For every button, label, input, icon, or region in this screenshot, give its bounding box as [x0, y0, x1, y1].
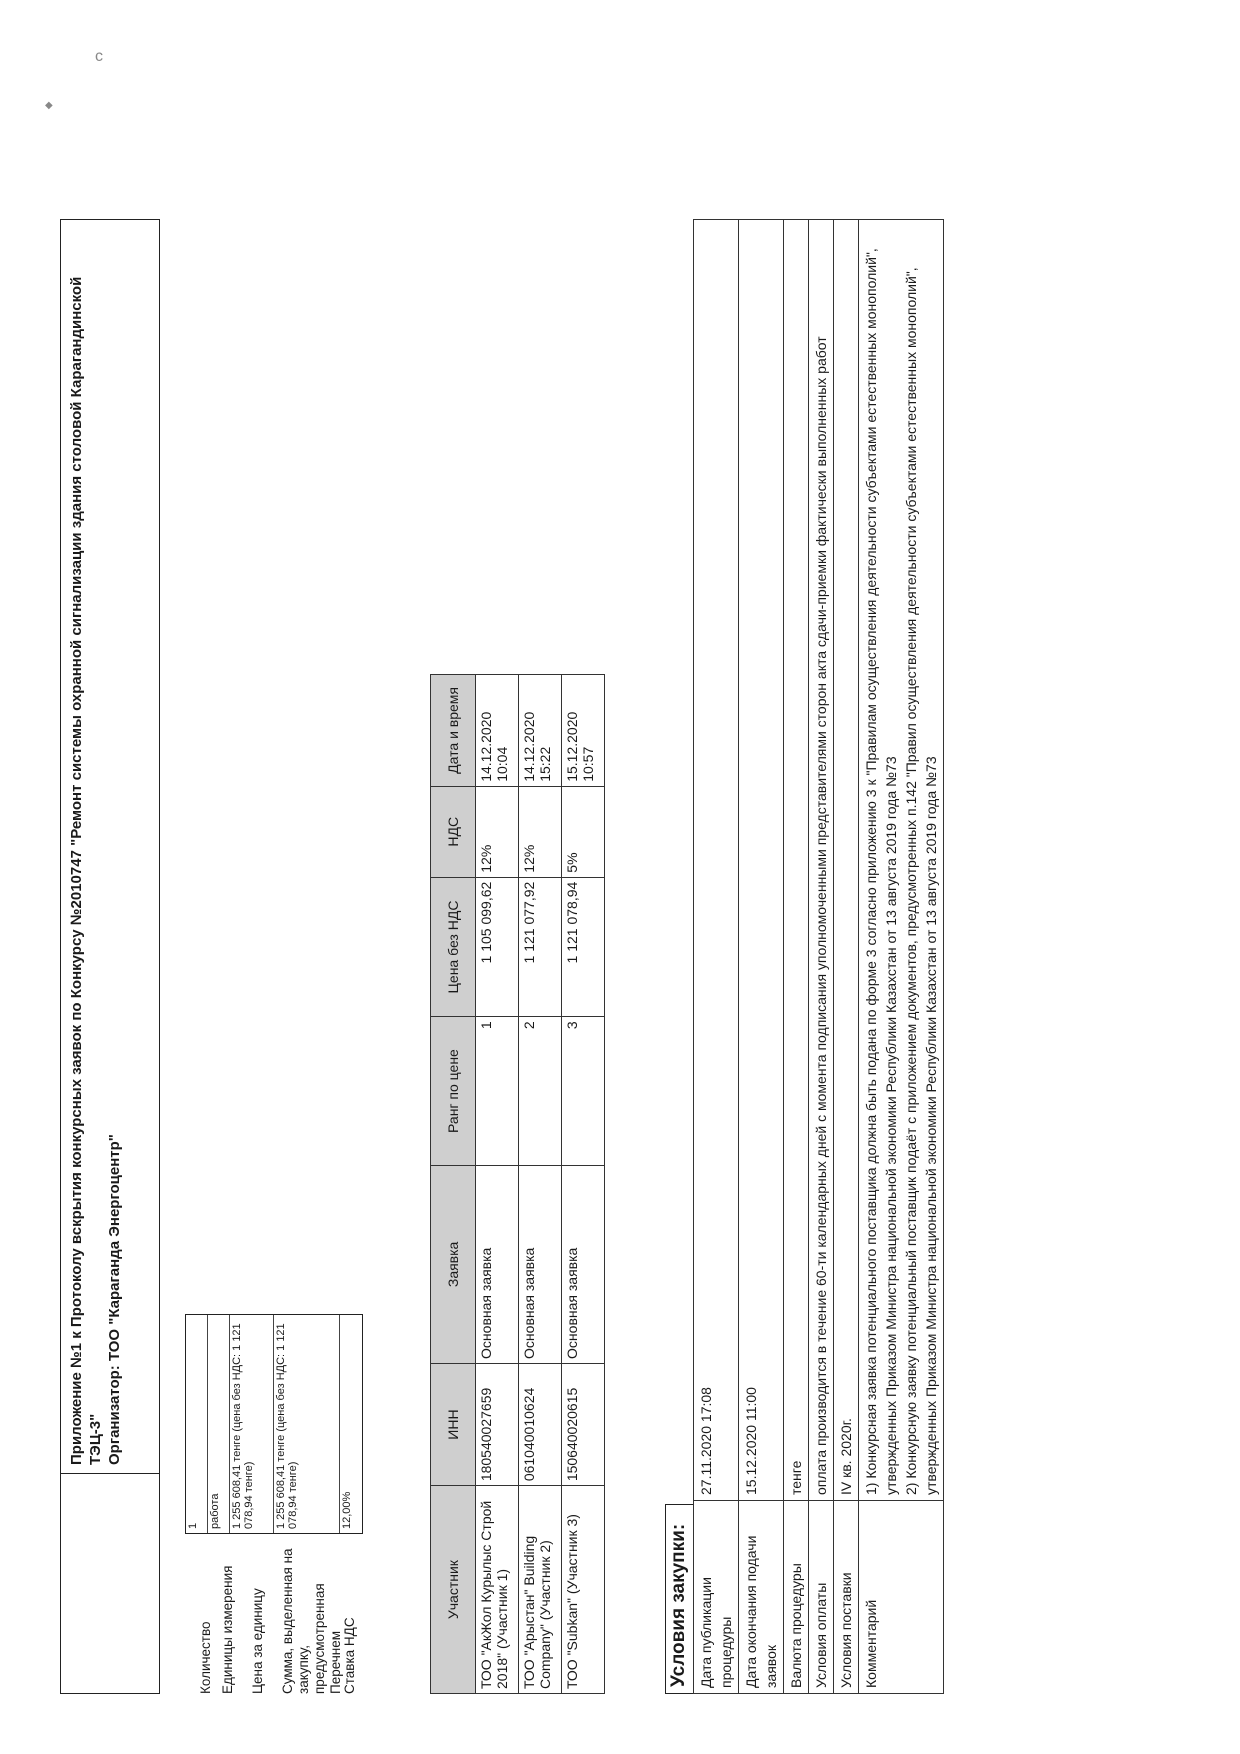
cell-vat: 12% — [519, 786, 562, 877]
bids-table — [430, 674, 605, 1694]
header-title: Приложение №1 к Протоколу вскрытия конкурсных заявок по Конкурсу №2010747 "Ремонт системы охранной сигнализации здания столовой Карагандинской ТЭЦ-3" — [68, 276, 104, 1465]
scan-mark: c — [95, 48, 103, 65]
label-vat-rate: Ставка НДС — [342, 1617, 357, 1694]
label-unit: Единицы измерения — [220, 1565, 235, 1694]
cond-value: IV кв. 2020г. — [834, 220, 859, 1501]
cell-participant: ТОО "Арыстан" Building Company" (Участник 2) — [519, 1486, 562, 1694]
cell-price: 1 105 099,62 — [476, 877, 519, 1017]
cond-value: тенге — [784, 220, 809, 1501]
cell-bid: Основная заявка — [519, 1165, 562, 1363]
bids-header-row — [431, 675, 476, 1694]
cell-date: 14.12.2020 10:04 — [476, 675, 519, 787]
col-rank: Ранг по цене — [431, 1017, 476, 1166]
cell-rank: 2 — [519, 1017, 562, 1166]
table-row — [476, 675, 519, 1694]
conditions-table — [693, 219, 944, 1694]
cell-price: 1 121 077,92 — [519, 877, 562, 1017]
table-row — [694, 220, 739, 1694]
label-quantity: Количество — [198, 1621, 213, 1694]
label-amount: Сумма, выделенная на закупку, предусмотренная Перечнем — [280, 1548, 343, 1694]
value-amount: 1 255 608,41 тенге (цена без НДС: 1 121 078,94 тенге) — [274, 1315, 340, 1533]
cell-participant: ТОО "АкЖол Курылыс Строй 2018" (Участник 1) — [476, 1486, 519, 1694]
cell-date: 14.12.2020 15:22 — [519, 675, 562, 787]
cell-rank: 3 — [562, 1017, 605, 1166]
cell-bid: Основная заявка — [476, 1165, 519, 1363]
header-organizer: Организатор: ТОО "Караганда Энергоцентр" — [106, 1134, 123, 1465]
value-vat-rate: 12,00% — [341, 1491, 353, 1529]
col-date: Дата и время — [431, 675, 476, 787]
label-unit-price: Цена за единицу — [250, 1588, 265, 1694]
cell-price: 1 121 078,94 — [562, 877, 605, 1017]
scan-dot: ◆ — [45, 100, 53, 111]
cell-participant: ТОО "Subkan" (Участник 3) — [562, 1486, 605, 1694]
cond-value: 27.11.2020 17:08 — [694, 220, 739, 1501]
cell-inn: 180540027659 — [476, 1363, 519, 1485]
value-quantity: 1 — [186, 1315, 208, 1533]
cond-key: Условия оплаты — [809, 1501, 834, 1694]
cond-key: Условия поставки — [834, 1501, 859, 1694]
cond-key: Дата окончания подачи заявок — [739, 1501, 784, 1694]
cell-rank: 1 — [476, 1017, 519, 1166]
cell-date: 15.12.2020 10:57 — [562, 675, 605, 787]
table-row — [809, 220, 834, 1694]
rotated-page — [60, 219, 1060, 1694]
comment-1: 1) Конкурсная заявка потенциального поставщика должна быть подана по форме 3 согласно приложению 3 к "Правилам осуществления деятельности субъектами естественных монополий", утвержденных Приказом Министра национальной экономики Республики Казахстан от 13 августа 2019 года №73 — [863, 248, 899, 1495]
value-unit-price: 1 255 608,41 тенге (цена без НДС: 1 121 078,94 тенге) — [230, 1315, 274, 1533]
conditions-title: Условия закупки: — [665, 1504, 693, 1694]
col-participant: Участник — [431, 1486, 476, 1694]
cond-value — [859, 220, 944, 1501]
col-inn: ИНН — [431, 1363, 476, 1485]
cell-inn: 061040010624 — [519, 1363, 562, 1485]
table-row — [859, 220, 944, 1694]
cond-value: 15.12.2020 11:00 — [739, 220, 784, 1501]
col-vat: НДС — [431, 786, 476, 877]
cond-value: оплата производится в течение 60-ти календарных дней с момента подписания уполномоченными представителями сторон акта сдачи-приемки фактически выполненных работ — [809, 220, 834, 1501]
cell-bid: Основная заявка — [562, 1165, 605, 1363]
cell-vat: 12% — [476, 786, 519, 877]
table-row — [784, 220, 809, 1694]
lot-labels — [198, 1534, 358, 1694]
table-row — [562, 675, 605, 1694]
cell-vat: 5% — [562, 786, 605, 877]
cond-key: Валюта процедуры — [784, 1501, 809, 1694]
cond-key: Дата публикации процедуры — [694, 1501, 739, 1694]
col-price: Цена без НДС — [431, 877, 476, 1017]
lot-values — [185, 1314, 363, 1534]
table-row — [834, 220, 859, 1694]
cell-inn: 150640020615 — [562, 1363, 605, 1485]
cond-key: Комментарий — [859, 1501, 944, 1694]
comment-2: 2) Конкурсную заявку потенциальный поставщик подаёт с приложением документов, предусмотренных п.142 "Правил осуществления деятельности субъектами естественных монополий", утвержденных Приказом Министра национальной экономики Республики Казахстан от 13 августа 2019 года №73 — [903, 267, 939, 1495]
col-bid: Заявка — [431, 1165, 476, 1363]
header-left-cell — [60, 1474, 160, 1694]
table-row — [739, 220, 784, 1694]
header-block — [60, 219, 160, 1474]
table-row — [519, 675, 562, 1694]
value-unit: работа — [208, 1315, 230, 1533]
